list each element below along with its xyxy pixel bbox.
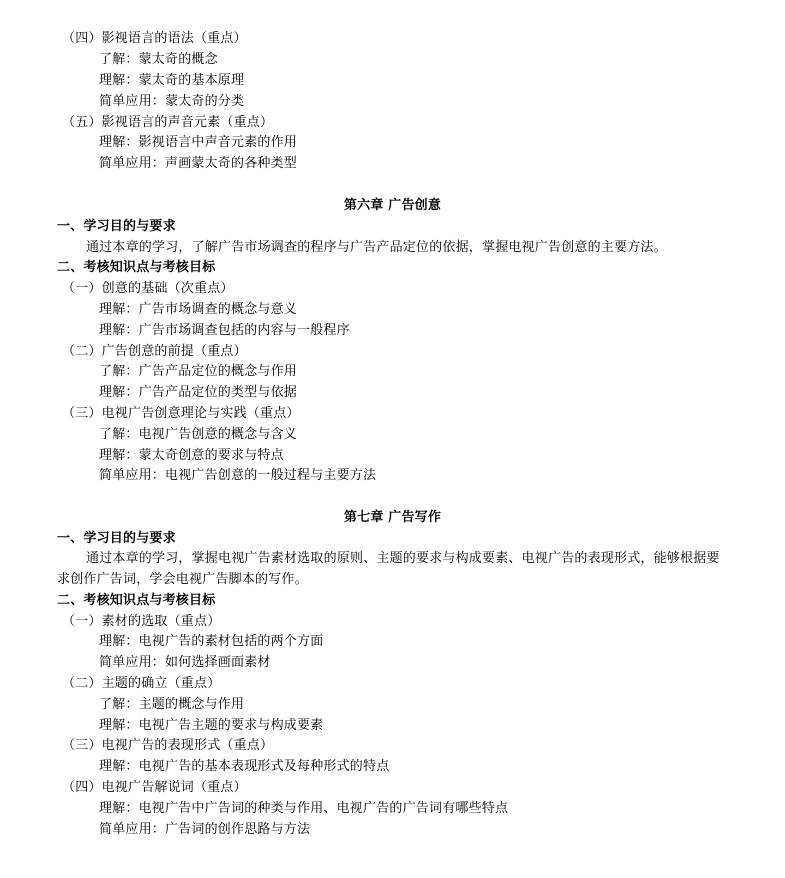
section-heading-4: （四）影视语言的语法（重点） [62,31,247,46]
list-item: 简单应用：声画蒙太奇的各种类型 [99,156,298,171]
ch7-sub1-heading: （一）素材的选取（重点） [62,614,221,629]
ch7-goals-text-line1: 通过本章的学习，掌握电视广告素材选取的原则、主题的要求与构成要素、电视广告的表现形式，能够根据要 [86,551,720,566]
list-item: 理解：广告市场调查包括的内容与一般程序 [99,323,350,338]
ch6-sub1-heading: （一）创意的基础（次重点） [62,281,234,296]
list-item: 理解：广告市场调查的概念与意义 [99,302,298,317]
ch7-goals-text-line2: 求创作广告词，学会电视广告脚本的写作。 [57,572,308,587]
chapter-6-title: 第六章 广告创意 [343,198,442,213]
ch6-points-heading: 二、考核知识点与考核目标 [57,260,216,275]
list-item: 了解：电视广告创意的概念与含义 [99,427,298,442]
ch6-sub3-heading: （三）电视广告创意理论与实践（重点） [62,406,300,421]
list-item: 了解：广告产品定位的概念与作用 [99,364,298,379]
ch7-points-heading: 二、考核知识点与考核目标 [57,593,216,608]
list-item: 简单应用：电视广告创意的一般过程与主要方法 [99,468,377,483]
list-item: 理解：电视广告中广告词的种类与作用、电视广告的广告词有哪些特点 [99,801,509,816]
ch6-goals-heading: 一、学习目的与要求 [57,219,176,234]
ch7-sub2-heading: （二）主题的确立（重点） [62,676,221,691]
list-item: 简单应用：广告词的创作思路与方法 [99,822,311,837]
list-item: 理解：电视广告的素材包括的两个方面 [99,634,324,649]
ch7-sub4-heading: （四）电视广告解说词（重点） [62,780,247,795]
section-heading-5: （五）影视语言的声音元素（重点） [62,115,274,130]
list-item: 了解：主题的概念与作用 [99,697,245,712]
list-item: 理解：电视广告的基本表现形式及每种形式的特点 [99,759,390,774]
ch6-goals-text: 通过本章的学习，了解广告市场调查的程序与广告产品定位的依据，掌握电视广告创意的主要方法。 [86,240,667,255]
list-item: 理解：影视语言中声音元素的作用 [99,135,298,150]
list-item: 理解：电视广告主题的要求与构成要素 [99,718,324,733]
list-item: 了解：蒙太奇的概念 [99,52,218,67]
ch6-sub2-heading: （二）广告创意的前提（重点） [62,344,247,359]
list-item: 理解：广告产品定位的类型与依据 [99,385,298,400]
ch7-goals-heading: 一、学习目的与要求 [57,531,176,546]
list-item: 理解：蒙太奇创意的要求与特点 [99,448,284,463]
ch7-sub3-heading: （三）电视广告的表现形式（重点） [62,738,274,753]
list-item: 简单应用：蒙太奇的分类 [99,94,245,109]
list-item: 简单应用：如何选择画面素材 [99,655,271,670]
list-item: 理解：蒙太奇的基本原理 [99,73,245,88]
chapter-7-title: 第七章 广告写作 [343,510,442,525]
